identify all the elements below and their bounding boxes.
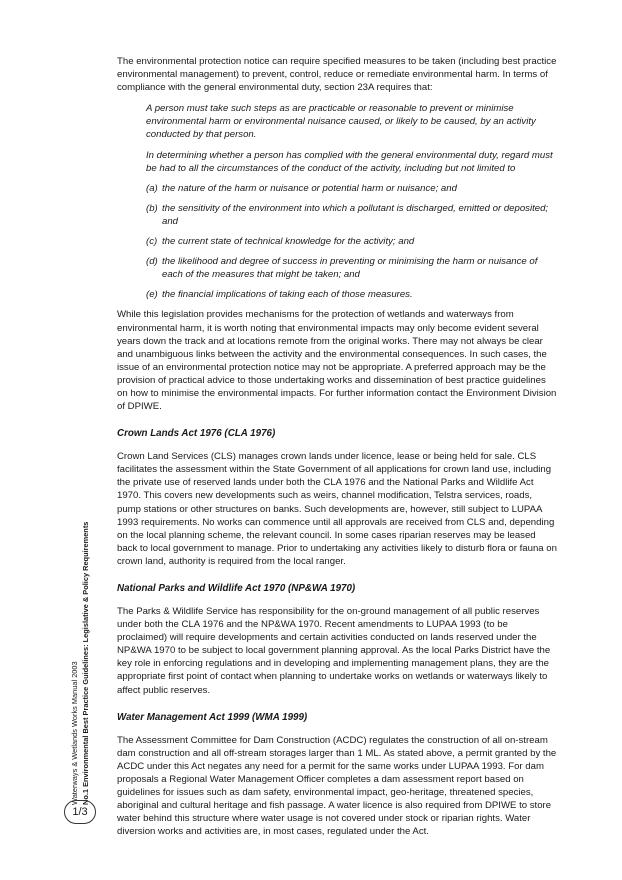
document-body xyxy=(117,55,557,846)
manual-title: Waterways & Wetlands Works Manual 2003 xyxy=(70,661,79,805)
item-text: the nature of the harm or nuisance or potential harm or nuisance; and xyxy=(162,182,457,194)
quote-item-d xyxy=(146,255,557,281)
section-23a-quote xyxy=(146,102,557,301)
quote-item-b xyxy=(146,202,557,228)
item-text: the likelihood and degree of success in preventing or minimising the harm or nuisance of each of the measures that might be taken; and xyxy=(162,256,538,281)
water-management-paragraph: The Assessment Committee for Dam Construction (ACDC) regulates the construction of all on-stream dam construction and all off-stream storages larger than 1 ML. As stated above, a permit granted by the ACDC under this Act negates any need for a permit for the same works under LUPAA 1993. For dam proposals a Regional Water Management Officer completes a dam assessment report based on guidelines for issues such as dam safety, environmental impact, geo-heritage, threatened species, aboriginal and cultural heritage and fish passage. A water licence is also required from DPIWE to store water behind this structure where water usage is not covered under stock or riparian rights. Water diversion works and activities are, in most cases, regulated under the Act. xyxy=(117,734,557,838)
page-number-badge: 1/3 xyxy=(64,800,96,824)
quote-paragraph-2: In determining whether a person has complied with the general environmental duty, regard must be had to all the circumstances of the conduct of the activity, including but not limited to xyxy=(146,149,553,174)
item-label: (c) xyxy=(146,236,158,248)
running-footer xyxy=(70,505,110,805)
intro-paragraph: The environmental protection notice can require specified measures to be taken (including best practice environmental management) to prevent, control, reduce or remediate environmental harm. In terms of compliance with the general environmental duty, section 23A requires that: xyxy=(117,56,557,94)
item-label: (b) xyxy=(146,202,158,214)
quote-item-c xyxy=(146,235,557,248)
item-text: the sensitivity of the environment into which a pollutant is discharged, emitted or deposited; and xyxy=(162,202,549,227)
legislation-paragraph: While this legislation provides mechanisms for the protection of wetlands and waterways from environmental harm, it is worth noting that environmental impacts may only become evident several years down the track and at locations remote from the original works. There may not always be clear and unambiguous links between the activity and the environmental consequences. In such cases, the issue of an environmental protection notice may not be appropriate. A preferred approach may be the provision of practical advice to those undertaking works and dissemination of best practice guidelines on how to minimise the environmental impacts. For further information contact the Environment Division of DPIWE. xyxy=(117,309,557,413)
item-text: the financial implications of taking each of those measures. xyxy=(162,289,413,301)
item-label: (e) xyxy=(146,289,158,301)
quote-paragraph-1: A person must take such steps as are practicable or reasonable to prevent or minimise environmental harm or environmental nuisance caused, or likely to be caused, by an activity conducted by that person. xyxy=(146,103,536,141)
item-text: the current state of technical knowledge for the activity; and xyxy=(162,236,415,248)
heading-crown-lands-act: Crown Lands Act 1976 (CLA 1976) xyxy=(117,428,276,440)
item-label: (d) xyxy=(146,256,158,268)
quote-item-a xyxy=(146,182,557,195)
item-label: (a) xyxy=(146,182,158,194)
national-parks-paragraph: The Parks & Wildlife Service has responsibility for the on-ground management of all public reserves under both the CLA 1976 and the NP&WA 1970. Recent amendments to LUPAA 1993 (to be proclaimed) will require developments and certain activities conducted on lands reserved under the NP&WA 1970 to be subject to local government planning approval. As the local Parks District have the key role in enforcing regulations and in developing and implementing management plans, they are the appropriate first point of contact when planning to undertake works on wetlands or waterways likely to affect public reserves. xyxy=(117,606,551,696)
heading-water-management-act: Water Management Act 1999 (WMA 1999) xyxy=(117,711,308,723)
quote-item-e xyxy=(146,288,557,301)
heading-national-parks-act: National Parks and Wildlife Act 1970 (NP&WA 1970) xyxy=(117,583,356,594)
crown-lands-paragraph: Crown Land Services (CLS) manages crown lands under licence, lease or being held for sale. CLS facilitates the assessment within the State Government of all applications for crown land use, including the private use of reserved lands under both the CLA 1976 and the National Parks and Wildlife Act 1970. This covers new developments such as weirs, channel modification, Telstra services, roads, pump stations or other structures on banks. Such developments are, however, still subject to LUPAA 1993 requirements. No works can commence until all approvals are received from CLS and, depending on the local planning scheme, the relevant council. In some cases riparian reserves may be leased back to local government to manage. Prior to undertaking any activities likely to disturb flora or fauna on crown land, authority is required from the local ranger. xyxy=(117,451,557,567)
guideline-title: No.1 Environmental Best Practice Guidelines: Legislative & Policy Requirements xyxy=(80,521,90,805)
